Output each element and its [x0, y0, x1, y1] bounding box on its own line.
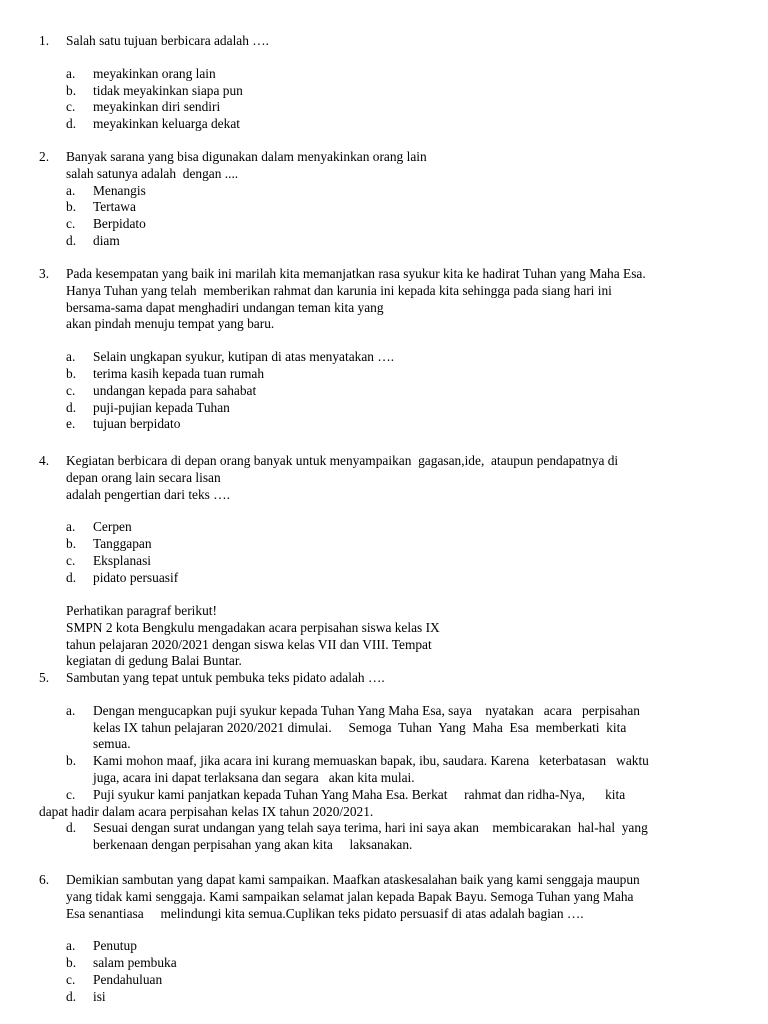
option-text: Kami mohon maaf, jika acara ini kurang memuaskan bapak, ibu, saudara. Karena keterbatasan waktu: [93, 753, 649, 769]
option-text: Penutup: [93, 938, 137, 954]
question-stem: Salah satu tujuan berbicara adalah ….: [66, 33, 270, 48]
option-letter: e.: [66, 416, 76, 432]
option-a[interactable]: [66, 66, 736, 83]
option-letter: c.: [66, 382, 76, 398]
option-letter: a.: [66, 702, 76, 718]
question-stem: bersama-sama dapat menghadiri undangan teman kita yang: [66, 299, 384, 315]
paragraph-line: SMPN 2 kota Bengkulu mengadakan acara perpisahan siswa kelas IX: [66, 619, 440, 635]
option-b[interactable]: [66, 199, 736, 216]
question-4: [39, 453, 736, 587]
question-stem: Demikian sambutan yang dapat kami sampaikan. Maafkan ataskesalahan baik yang kami senggaja maupun: [66, 872, 640, 887]
option-text: semua.: [93, 736, 131, 752]
option-letter: a.: [66, 65, 76, 81]
option-c-continuation: dapat hadir dalam acara perpisahan kelas IX tahun 2020/2021.: [39, 803, 374, 819]
option-text: Berpidato: [93, 216, 146, 232]
option-b[interactable]: [66, 753, 736, 787]
option-text: Tanggapan: [93, 536, 152, 552]
option-b[interactable]: [66, 366, 736, 383]
option-text: Menangis: [93, 182, 146, 198]
option-letter: a.: [66, 938, 76, 954]
option-text: Eksplanasi: [93, 552, 152, 568]
question-stem: Pada kesempatan yang baik ini marilah kita memanjatkan rasa syukur kita ke hadirat Tuhan yang Maha Esa.: [66, 266, 646, 281]
option-letter: c.: [66, 216, 76, 232]
question-number: 2.: [39, 149, 50, 164]
option-text: Sesuai dengan surat undangan yang telah saya terima, hari ini saya akan membicarakan hal-hal yang: [93, 820, 648, 836]
question-6: [39, 872, 736, 1006]
option-a[interactable]: [66, 349, 736, 366]
option-text: meyakinkan keluarga dekat: [93, 116, 240, 132]
question-stem: Sambutan yang tepat untuk pembuka teks pidato adalah ….: [66, 670, 385, 685]
option-text: terima kasih kepada tuan rumah: [93, 365, 265, 381]
option-d[interactable]: [66, 989, 736, 1006]
option-c[interactable]: [66, 99, 736, 116]
option-letter: b.: [66, 199, 77, 215]
option-letter: d.: [66, 820, 77, 836]
question-1: [39, 33, 736, 133]
question-stem: Banyak sarana yang bisa digunakan dalam menyakinkan orang lain: [66, 149, 427, 164]
question-number: 5.: [39, 670, 50, 685]
option-d[interactable]: [66, 400, 736, 417]
option-a[interactable]: [66, 703, 736, 753]
option-a[interactable]: [66, 519, 736, 536]
option-a[interactable]: [66, 938, 736, 955]
option-d[interactable]: [66, 820, 736, 854]
option-text: juga, acara ini dapat terlaksana dan segara akan kita mulai.: [93, 769, 415, 785]
option-letter: b.: [66, 955, 77, 971]
option-b[interactable]: [66, 955, 736, 972]
option-text: berkenaan dengan perpisahan yang akan kita laksanakan.: [93, 837, 413, 853]
option-text: undangan kepada para sahabat: [93, 382, 257, 398]
option-letter: a.: [66, 182, 76, 198]
question-stem: yang tidak kami senggaja. Kami sampaikan selamat jalan kepada Bapak Bayu. Semoga Tuhan yang Maha: [66, 888, 634, 904]
option-text: meyakinkan orang lain: [93, 65, 216, 81]
option-letter: d.: [66, 232, 77, 248]
option-e[interactable]: [66, 416, 736, 433]
question-stem: Hanya Tuhan yang telah memberikan rahmat dan karunia ini kepada kita sehingga pada siang hari ini: [66, 282, 612, 298]
option-letter: c.: [66, 971, 76, 987]
option-text: tujuan berpidato: [93, 416, 181, 432]
option-c[interactable]: [66, 972, 736, 989]
option-text: Tertawa: [93, 199, 136, 215]
option-letter: a.: [66, 349, 76, 365]
option-text: diam: [93, 232, 120, 248]
paragraph-line: tahun pelajaran 2020/2021 dengan siswa kelas VII dan VIII. Tempat: [66, 636, 432, 652]
option-letter: c.: [66, 552, 76, 568]
option-letter: d.: [66, 988, 77, 1004]
option-text: Selain ungkapan syukur, kutipan di atas menyatakan ….: [93, 349, 395, 365]
question-stem: adalah pengertian dari teks ….: [66, 486, 230, 502]
question-stem: akan pindah menuju tempat yang baru.: [66, 316, 275, 332]
option-c[interactable]: [66, 216, 736, 233]
option-b[interactable]: [66, 536, 736, 553]
option-text: Puji syukur kami panjatkan kepada Tuhan Yang Maha Esa. Berkat rahmat dan ridha-Nya, kita: [93, 786, 626, 802]
option-text: puji-pujian kepada Tuhan: [93, 399, 230, 415]
option-letter: a.: [66, 519, 76, 535]
option-text: Dengan mengucapkan puji syukur kepada Tuhan Yang Maha Esa, saya nyatakan acara perpisahan: [93, 702, 641, 718]
option-d[interactable]: [66, 116, 736, 133]
question-5: [39, 670, 736, 854]
option-letter: d.: [66, 399, 77, 415]
option-text: tidak meyakinkan siapa pun: [93, 82, 243, 98]
question-stem: salah satunya adalah dengan ....: [66, 165, 239, 181]
question-number: 6.: [39, 872, 50, 887]
paragraph-line: kegiatan di gedung Balai Buntar.: [66, 653, 242, 669]
option-d[interactable]: [66, 233, 736, 250]
option-letter: b.: [66, 365, 77, 381]
option-text: salam pembuka: [93, 955, 177, 971]
option-c[interactable]: [66, 553, 736, 570]
option-letter: b.: [66, 753, 77, 769]
option-letter: b.: [66, 536, 77, 552]
question-3: [39, 266, 736, 433]
option-a[interactable]: [66, 183, 736, 200]
option-letter: b.: [66, 82, 77, 98]
question-number: 1.: [39, 33, 50, 48]
option-c[interactable]: [66, 383, 736, 400]
question-number: 3.: [39, 266, 50, 281]
question-stem: depan orang lain secara lisan: [66, 469, 221, 485]
option-c[interactable]: [66, 787, 736, 804]
option-letter: d.: [66, 116, 77, 132]
option-text: Pendahuluan: [93, 971, 163, 987]
question-stem: Esa senantiasa melindungi kita semua.Cuplikan teks pidato persuasif di atas adalah bagian ….: [66, 905, 584, 921]
question-number: 4.: [39, 453, 50, 468]
option-text: meyakinkan diri sendiri: [93, 99, 221, 115]
paragraph-heading: Perhatikan paragraf berikut!: [66, 603, 217, 618]
question-stem: Kegiatan berbicara di depan orang banyak untuk menyampaikan gagasan,ide, ataupun pendapatnya di: [66, 453, 619, 468]
option-b[interactable]: [66, 83, 736, 100]
question-2: [39, 149, 736, 250]
option-text: kelas IX tahun pelajaran 2020/2021 dimulai. Semoga Tuhan Yang Maha Esa memberkati kita: [93, 719, 627, 735]
option-text: Cerpen: [93, 519, 132, 535]
option-d[interactable]: [66, 570, 736, 587]
option-letter: d.: [66, 569, 77, 585]
option-text: pidato persuasif: [93, 569, 179, 585]
reading-paragraph: [66, 603, 586, 670]
option-letter: c.: [66, 786, 76, 802]
option-text: isi: [93, 988, 106, 1004]
option-letter: c.: [66, 99, 76, 115]
